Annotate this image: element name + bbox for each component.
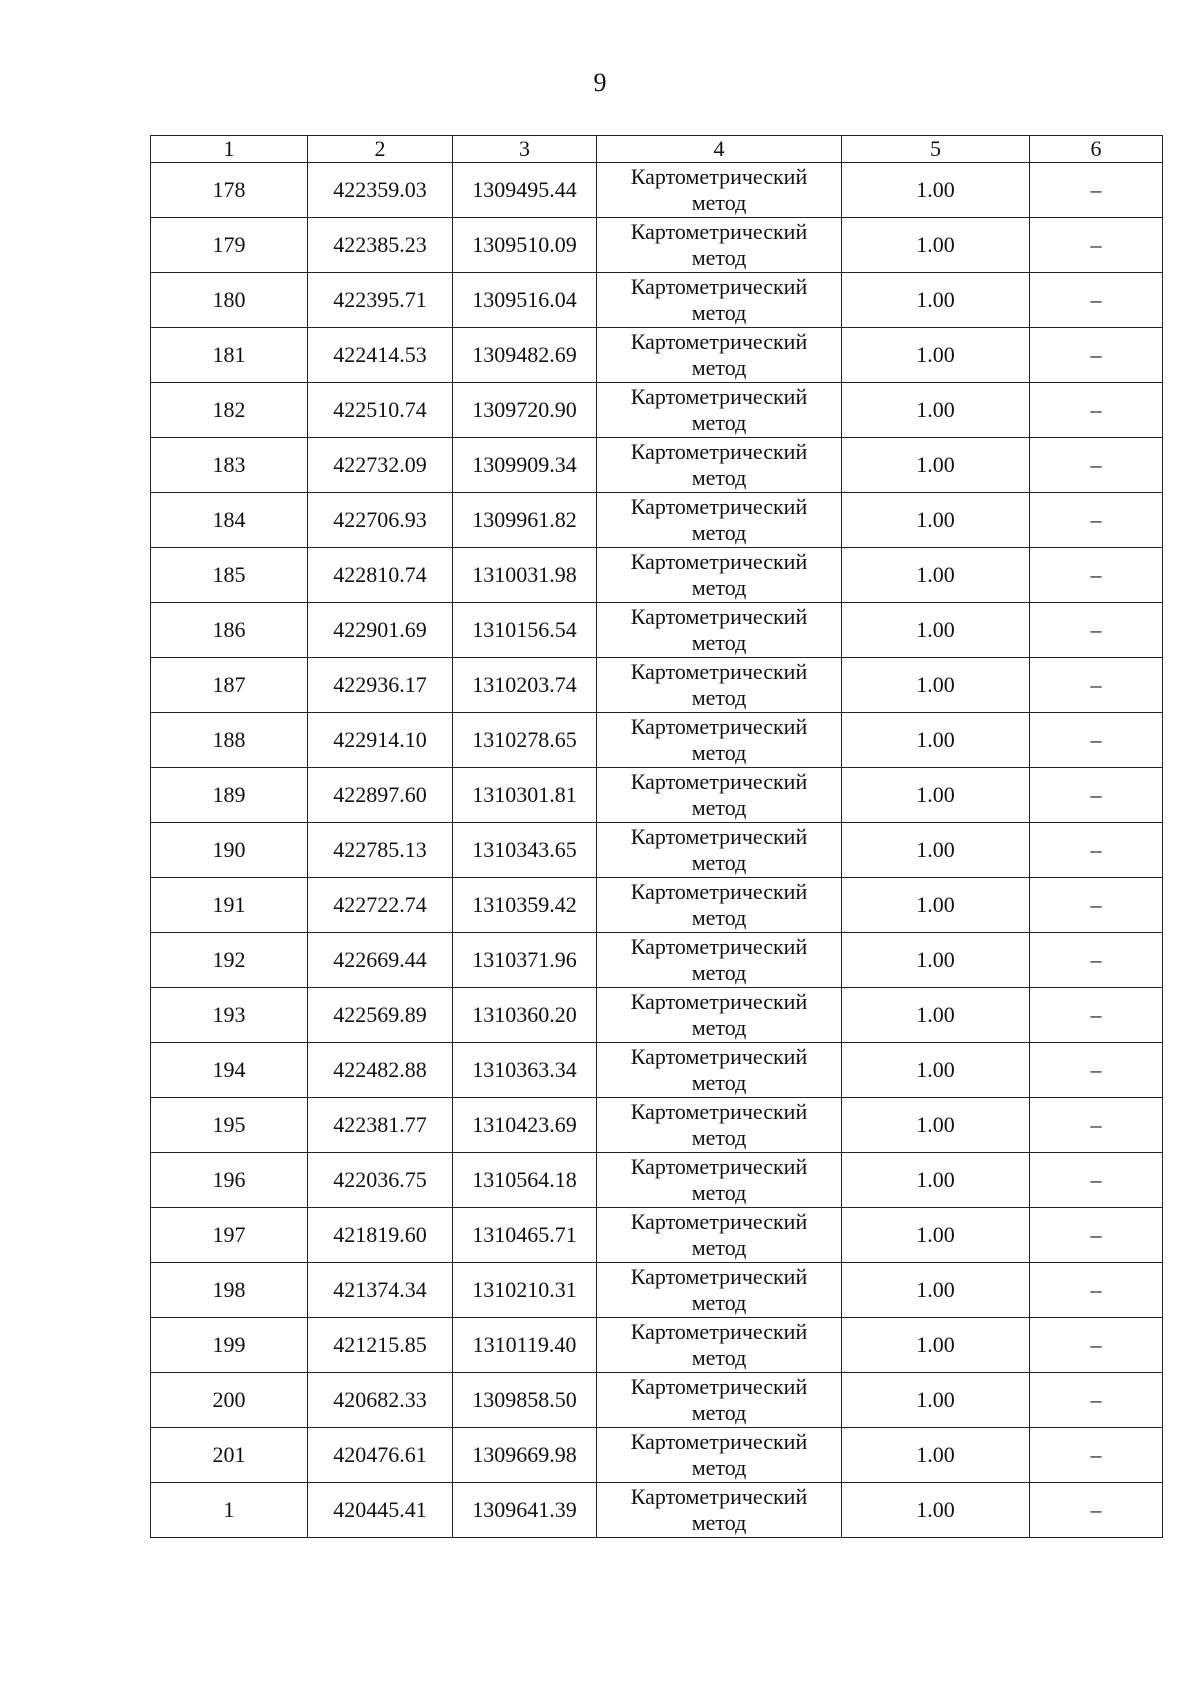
method-line-1: Картометрический	[630, 934, 808, 959]
method-cell	[597, 493, 842, 548]
x-coordinate-cell: 422510.74	[308, 383, 453, 438]
accuracy-cell: 1.00	[842, 328, 1030, 383]
y-coordinate-cell: 1310210.31	[453, 1263, 597, 1318]
y-coordinate-cell: 1310343.65	[453, 823, 597, 878]
table-row	[151, 823, 1163, 878]
y-coordinate-cell: 1309961.82	[453, 493, 597, 548]
column-6-cell: –	[1030, 603, 1163, 658]
y-coordinate-cell: 1309909.34	[453, 438, 597, 493]
method-cell	[597, 1428, 842, 1483]
point-number-cell: 189	[151, 768, 308, 823]
column-6-cell: –	[1030, 273, 1163, 328]
method-line-1: Картометрический	[630, 549, 808, 574]
accuracy-cell: 1.00	[842, 1428, 1030, 1483]
y-coordinate-cell: 1309482.69	[453, 328, 597, 383]
method-cell	[597, 218, 842, 273]
y-coordinate-cell: 1310359.42	[453, 878, 597, 933]
accuracy-cell: 1.00	[842, 273, 1030, 328]
x-coordinate-cell: 422036.75	[308, 1153, 453, 1208]
method-cell	[597, 1208, 842, 1263]
y-coordinate-cell: 1310360.20	[453, 988, 597, 1043]
method-line-1: Картометрический	[630, 274, 808, 299]
x-coordinate-cell: 421374.34	[308, 1263, 453, 1318]
method-line-2: метод	[691, 630, 747, 655]
method-line-2: метод	[691, 1400, 747, 1425]
method-line-1: Картометрический	[630, 714, 808, 739]
x-coordinate-cell: 422385.23	[308, 218, 453, 273]
method-cell	[597, 603, 842, 658]
method-line-1: Картометрический	[630, 329, 808, 354]
method-cell	[597, 1098, 842, 1153]
method-line-1: Картометрический	[630, 1484, 808, 1509]
table-row	[151, 933, 1163, 988]
header-col-3: 3	[453, 136, 597, 163]
point-number-cell: 201	[151, 1428, 308, 1483]
method-cell	[597, 878, 842, 933]
accuracy-cell: 1.00	[842, 658, 1030, 713]
table-row	[151, 878, 1163, 933]
x-coordinate-cell: 422785.13	[308, 823, 453, 878]
column-6-cell: –	[1030, 878, 1163, 933]
method-line-1: Картометрический	[630, 439, 808, 464]
method-line-1: Картометрический	[630, 824, 808, 849]
point-number-cell: 191	[151, 878, 308, 933]
method-line-1: Картометрический	[630, 604, 808, 629]
table-row	[151, 548, 1163, 603]
table-row	[151, 438, 1163, 493]
method-cell	[597, 383, 842, 438]
x-coordinate-cell: 422810.74	[308, 548, 453, 603]
method-line-2: метод	[691, 520, 747, 545]
method-line-1: Картометрический	[630, 1154, 808, 1179]
method-cell	[597, 548, 842, 603]
accuracy-cell: 1.00	[842, 1153, 1030, 1208]
y-coordinate-cell: 1309495.44	[453, 163, 597, 218]
method-line-2: метод	[691, 355, 747, 380]
column-6-cell: –	[1030, 548, 1163, 603]
y-coordinate-cell: 1309641.39	[453, 1483, 597, 1538]
table-row	[151, 768, 1163, 823]
accuracy-cell: 1.00	[842, 988, 1030, 1043]
method-cell	[597, 1373, 842, 1428]
method-line-2: метод	[691, 1510, 747, 1535]
table-row	[151, 1263, 1163, 1318]
header-col-4: 4	[597, 136, 842, 163]
table-row	[151, 713, 1163, 768]
point-number-cell: 198	[151, 1263, 308, 1318]
table-row	[151, 1043, 1163, 1098]
method-line-2: метод	[691, 410, 747, 435]
point-number-cell: 1	[151, 1483, 308, 1538]
x-coordinate-cell: 422414.53	[308, 328, 453, 383]
y-coordinate-cell: 1310278.65	[453, 713, 597, 768]
column-6-cell: –	[1030, 1428, 1163, 1483]
y-coordinate-cell: 1309510.09	[453, 218, 597, 273]
method-cell	[597, 1043, 842, 1098]
accuracy-cell: 1.00	[842, 1043, 1030, 1098]
x-coordinate-cell: 422359.03	[308, 163, 453, 218]
point-number-cell: 197	[151, 1208, 308, 1263]
method-line-1: Картометрический	[630, 1264, 808, 1289]
method-line-2: метод	[691, 300, 747, 325]
method-line-1: Картометрический	[630, 1099, 808, 1124]
method-cell	[597, 1483, 842, 1538]
method-cell	[597, 1318, 842, 1373]
column-6-cell: –	[1030, 658, 1163, 713]
header-col-1: 1	[151, 136, 308, 163]
method-line-1: Картометрический	[630, 659, 808, 684]
table-row	[151, 163, 1163, 218]
x-coordinate-cell: 422381.77	[308, 1098, 453, 1153]
accuracy-cell: 1.00	[842, 603, 1030, 658]
x-coordinate-cell: 420445.41	[308, 1483, 453, 1538]
table-row	[151, 1318, 1163, 1373]
method-line-2: метод	[691, 685, 747, 710]
x-coordinate-cell: 422569.89	[308, 988, 453, 1043]
x-coordinate-cell: 422732.09	[308, 438, 453, 493]
method-line-2: метод	[691, 1290, 747, 1315]
accuracy-cell: 1.00	[842, 218, 1030, 273]
y-coordinate-cell: 1310363.34	[453, 1043, 597, 1098]
accuracy-cell: 1.00	[842, 1483, 1030, 1538]
column-6-cell: –	[1030, 988, 1163, 1043]
point-number-cell: 181	[151, 328, 308, 383]
header-col-2: 2	[308, 136, 453, 163]
accuracy-cell: 1.00	[842, 1318, 1030, 1373]
accuracy-cell: 1.00	[842, 383, 1030, 438]
y-coordinate-cell: 1309669.98	[453, 1428, 597, 1483]
method-line-2: метод	[691, 1455, 747, 1480]
column-6-cell: –	[1030, 1153, 1163, 1208]
column-6-cell: –	[1030, 383, 1163, 438]
table-row	[151, 493, 1163, 548]
accuracy-cell: 1.00	[842, 438, 1030, 493]
method-line-2: метод	[691, 245, 747, 270]
column-6-cell: –	[1030, 823, 1163, 878]
x-coordinate-cell: 422936.17	[308, 658, 453, 713]
point-number-cell: 195	[151, 1098, 308, 1153]
method-line-2: метод	[691, 465, 747, 490]
point-number-cell: 190	[151, 823, 308, 878]
method-line-2: метод	[691, 905, 747, 930]
accuracy-cell: 1.00	[842, 1208, 1030, 1263]
table-row	[151, 658, 1163, 713]
point-number-cell: 178	[151, 163, 308, 218]
method-line-1: Картометрический	[630, 879, 808, 904]
accuracy-cell: 1.00	[842, 823, 1030, 878]
y-coordinate-cell: 1310371.96	[453, 933, 597, 988]
accuracy-cell: 1.00	[842, 768, 1030, 823]
y-coordinate-cell: 1309720.90	[453, 383, 597, 438]
y-coordinate-cell: 1310119.40	[453, 1318, 597, 1373]
y-coordinate-cell: 1310301.81	[453, 768, 597, 823]
method-line-2: метод	[691, 1235, 747, 1260]
table-row	[151, 1483, 1163, 1538]
method-line-1: Картометрический	[630, 164, 808, 189]
accuracy-cell: 1.00	[842, 933, 1030, 988]
point-number-cell: 187	[151, 658, 308, 713]
point-number-cell: 193	[151, 988, 308, 1043]
method-line-1: Картометрический	[630, 1319, 808, 1344]
accuracy-cell: 1.00	[842, 878, 1030, 933]
point-number-cell: 192	[151, 933, 308, 988]
method-line-1: Картометрический	[630, 384, 808, 409]
method-line-1: Картометрический	[630, 1209, 808, 1234]
method-cell	[597, 988, 842, 1043]
method-cell	[597, 768, 842, 823]
y-coordinate-cell: 1309516.04	[453, 273, 597, 328]
method-cell	[597, 933, 842, 988]
x-coordinate-cell: 421819.60	[308, 1208, 453, 1263]
point-number-cell: 182	[151, 383, 308, 438]
point-number-cell: 200	[151, 1373, 308, 1428]
table-row	[151, 988, 1163, 1043]
x-coordinate-cell: 420476.61	[308, 1428, 453, 1483]
table-row	[151, 1208, 1163, 1263]
point-number-cell: 183	[151, 438, 308, 493]
method-line-2: метод	[691, 1345, 747, 1370]
method-line-1: Картометрический	[630, 1429, 808, 1454]
table-row	[151, 603, 1163, 658]
accuracy-cell: 1.00	[842, 163, 1030, 218]
method-cell	[597, 328, 842, 383]
point-number-cell: 180	[151, 273, 308, 328]
method-cell	[597, 163, 842, 218]
y-coordinate-cell: 1310564.18	[453, 1153, 597, 1208]
method-line-2: метод	[691, 1180, 747, 1205]
method-line-2: метод	[691, 1015, 747, 1040]
column-6-cell: –	[1030, 328, 1163, 383]
coordinates-table	[150, 135, 1163, 1538]
x-coordinate-cell: 420682.33	[308, 1373, 453, 1428]
column-6-cell: –	[1030, 1208, 1163, 1263]
method-line-2: метод	[691, 190, 747, 215]
accuracy-cell: 1.00	[842, 548, 1030, 603]
method-line-2: метод	[691, 1070, 747, 1095]
column-6-cell: –	[1030, 218, 1163, 273]
method-line-2: метод	[691, 960, 747, 985]
table-row	[151, 1153, 1163, 1208]
method-line-2: метод	[691, 795, 747, 820]
column-6-cell: –	[1030, 768, 1163, 823]
x-coordinate-cell: 421215.85	[308, 1318, 453, 1373]
header-col-5: 5	[842, 136, 1030, 163]
method-cell	[597, 273, 842, 328]
x-coordinate-cell: 422482.88	[308, 1043, 453, 1098]
table-row	[151, 218, 1163, 273]
x-coordinate-cell: 422395.71	[308, 273, 453, 328]
x-coordinate-cell: 422914.10	[308, 713, 453, 768]
table-row	[151, 383, 1163, 438]
point-number-cell: 196	[151, 1153, 308, 1208]
column-6-cell: –	[1030, 493, 1163, 548]
accuracy-cell: 1.00	[842, 493, 1030, 548]
page-number: 9	[593, 68, 607, 97]
column-6-cell: –	[1030, 1318, 1163, 1373]
table-body	[151, 163, 1163, 1538]
method-cell	[597, 1153, 842, 1208]
column-6-cell: –	[1030, 933, 1163, 988]
method-cell	[597, 438, 842, 493]
y-coordinate-cell: 1310031.98	[453, 548, 597, 603]
accuracy-cell: 1.00	[842, 1098, 1030, 1153]
method-cell	[597, 1263, 842, 1318]
point-number-cell: 185	[151, 548, 308, 603]
point-number-cell: 194	[151, 1043, 308, 1098]
y-coordinate-cell: 1310465.71	[453, 1208, 597, 1263]
method-line-2: метод	[691, 740, 747, 765]
point-number-cell: 186	[151, 603, 308, 658]
column-6-cell: –	[1030, 438, 1163, 493]
method-cell	[597, 658, 842, 713]
method-line-1: Картометрический	[630, 769, 808, 794]
point-number-cell: 184	[151, 493, 308, 548]
table-header	[151, 136, 1163, 163]
point-number-cell: 188	[151, 713, 308, 768]
method-line-2: метод	[691, 1125, 747, 1150]
y-coordinate-cell: 1310156.54	[453, 603, 597, 658]
table-row	[151, 273, 1163, 328]
column-6-cell: –	[1030, 1043, 1163, 1098]
column-6-cell: –	[1030, 1373, 1163, 1428]
column-6-cell: –	[1030, 1098, 1163, 1153]
column-6-cell: –	[1030, 1483, 1163, 1538]
x-coordinate-cell: 422706.93	[308, 493, 453, 548]
method-line-1: Картометрический	[630, 1044, 808, 1069]
column-6-cell: –	[1030, 163, 1163, 218]
accuracy-cell: 1.00	[842, 1373, 1030, 1428]
x-coordinate-cell: 422669.44	[308, 933, 453, 988]
table-row	[151, 1373, 1163, 1428]
method-line-1: Картометрический	[630, 1374, 808, 1399]
header-row	[151, 136, 1163, 163]
header-col-6: 6	[1030, 136, 1163, 163]
method-cell	[597, 713, 842, 768]
column-6-cell: –	[1030, 1263, 1163, 1318]
x-coordinate-cell: 422901.69	[308, 603, 453, 658]
y-coordinate-cell: 1310423.69	[453, 1098, 597, 1153]
method-line-1: Картометрический	[630, 989, 808, 1014]
method-line-2: метод	[691, 850, 747, 875]
method-cell	[597, 823, 842, 878]
table-row	[151, 328, 1163, 383]
table-row	[151, 1428, 1163, 1483]
point-number-cell: 199	[151, 1318, 308, 1373]
x-coordinate-cell: 422722.74	[308, 878, 453, 933]
x-coordinate-cell: 422897.60	[308, 768, 453, 823]
method-line-1: Картометрический	[630, 219, 808, 244]
method-line-2: метод	[691, 575, 747, 600]
y-coordinate-cell: 1310203.74	[453, 658, 597, 713]
y-coordinate-cell: 1309858.50	[453, 1373, 597, 1428]
accuracy-cell: 1.00	[842, 1263, 1030, 1318]
accuracy-cell: 1.00	[842, 713, 1030, 768]
method-line-1: Картометрический	[630, 494, 808, 519]
column-6-cell: –	[1030, 713, 1163, 768]
table-row	[151, 1098, 1163, 1153]
point-number-cell: 179	[151, 218, 308, 273]
